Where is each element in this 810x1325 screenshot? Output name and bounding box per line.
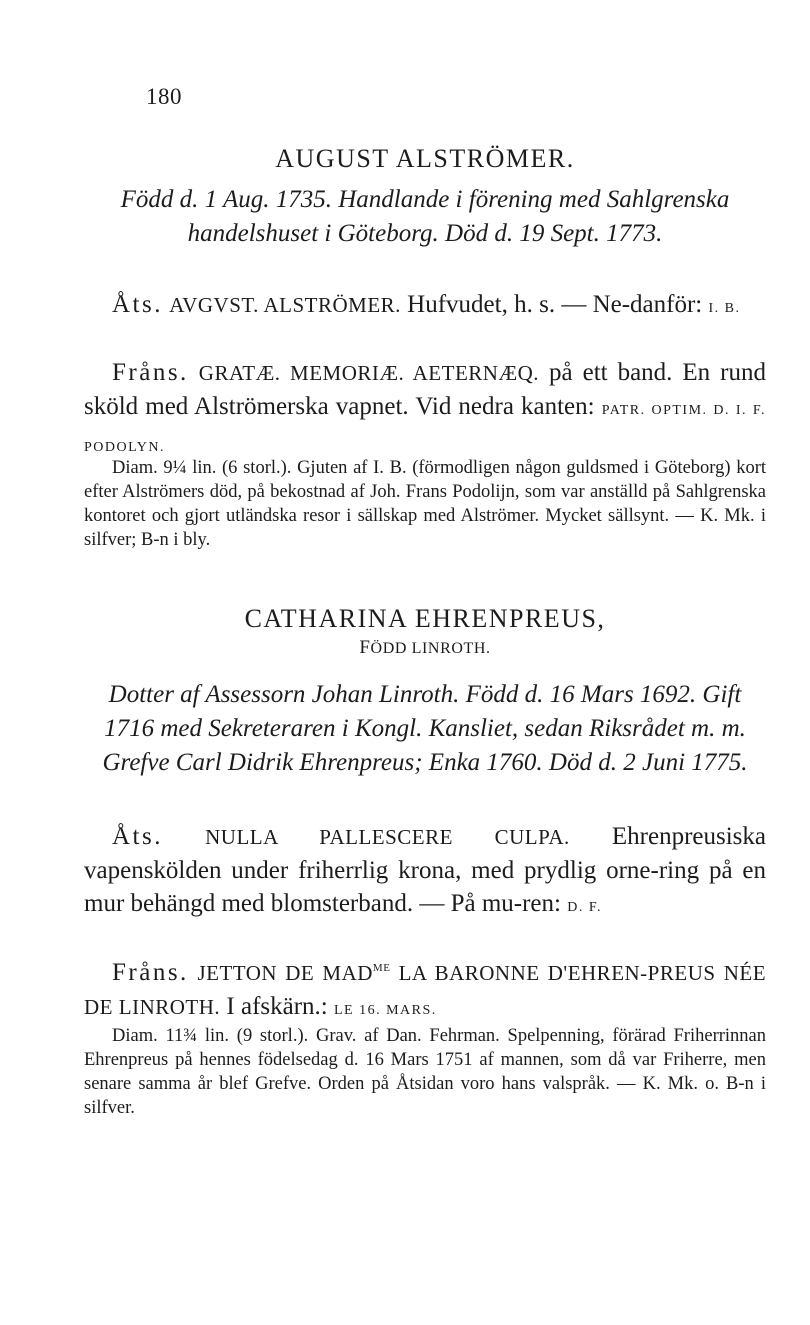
subtitle-rest: ÖDD LINROTH. (370, 640, 491, 657)
reverse-description-block (84, 952, 766, 1027)
medal-note-block (84, 456, 766, 552)
reverse-inscription: PATR. OPTIM. D. I. F. PODOLYN. (84, 403, 766, 455)
medal-note: Diam. 9¼ lin. (6 storl.). Gjuten af I. B. (förmodligen någon guldsmed i Göteborg) kort efter Alströmers död, på bekostnad af Joh. Frans Podolijn, som var anställd på Sahlgrenska kontoret och gjort utländska resor i sällskap med Alströmer. Mycket sällsynt. — K. Mk. i silfver; B-n i bly. (84, 458, 766, 550)
obverse-description (84, 288, 766, 325)
reverse-description-block (84, 356, 766, 464)
entry-biography: Född d. 1 Aug. 1735. Handlande i förening med Sahlgrenska handelshuset i Göteborg. Död d. 19 Sept. 1773. (120, 186, 730, 247)
obverse-text: Hufvudet, h. s. — Ne-danför: (400, 291, 709, 318)
entry-heading (84, 604, 766, 659)
reverse-legend-part1: JETTON DE MAD (197, 961, 373, 985)
obverse-label: Åts. (112, 291, 163, 318)
entry-subtitle (84, 637, 766, 659)
entry-title: CATHARINA EHRENPREUS, (244, 604, 606, 633)
obverse-signature: D. F. (567, 900, 603, 915)
entry-biography-block (84, 678, 766, 780)
medal-note: Diam. 11¾ lin. (9 storl.). Grav. af Dan. Fehrman. Spelpenning, förärad Friherrinnan Ehrenpreus på hennes födelsedag d. 16 Mars 1751 af mannen, som då var Friherre, men senare samma år blef Grefve. Orden på Åtsidan voro hans valspråk. — K. Mk. o. B-n i silfver. (84, 1026, 766, 1118)
obverse-label: Åts. (112, 823, 163, 850)
entry-heading (84, 144, 766, 174)
reverse-label: Fråns. (112, 359, 189, 386)
obverse-text: Ehrenpreusiska vapenskölden under friherrlig krona, med prydlig orne-ring på en mur behängd med blomsterband. — På mu-ren: (84, 823, 766, 917)
obverse-legend: AVGVST. ALSTRÖMER. (169, 293, 401, 317)
reverse-description (84, 952, 766, 1027)
obverse-description-block (84, 288, 766, 325)
reverse-description (84, 356, 766, 464)
reverse-inscription: LE 16. MARS. (334, 1003, 437, 1018)
entry-biography: Dotter af Assessorn Johan Linroth. Född d. 16 Mars 1692. Gift 1716 med Sekreteraren i Kongl. Kansliet, sedan Riksrådet m. m. Grefve Carl Didrik Ehrenpreus; Enka 1760. Död d. 2 Juni 1775. (102, 681, 748, 776)
reverse-legend: GRATÆ. MEMORIÆ. AETERNÆQ. (198, 361, 540, 385)
reverse-text: I afskärn.: (220, 993, 334, 1020)
obverse-description (84, 820, 766, 924)
subtitle-initial: F (359, 637, 371, 658)
medal-note-block (84, 1024, 766, 1120)
reverse-legend-superscript: ME (372, 962, 391, 974)
page-number: 180 (146, 84, 182, 109)
reverse-label: Fråns. (112, 959, 189, 986)
reverse-legend-part2: LA BARONNE D'EHREN-PREUS NÉE DE LINROTH. (84, 961, 767, 1019)
obverse-description-block (84, 820, 766, 924)
entry-biography-block (84, 183, 766, 251)
obverse-legend: NULLA PALLESCERE CULPA. (205, 825, 570, 849)
entry-title: AUGUST ALSTRÖMER. (275, 144, 575, 173)
reverse-text: på ett band. En rund sköld med Alströmerska vapnet. Vid nedra kanten: (84, 359, 766, 420)
obverse-signature: I. B. (708, 301, 741, 316)
